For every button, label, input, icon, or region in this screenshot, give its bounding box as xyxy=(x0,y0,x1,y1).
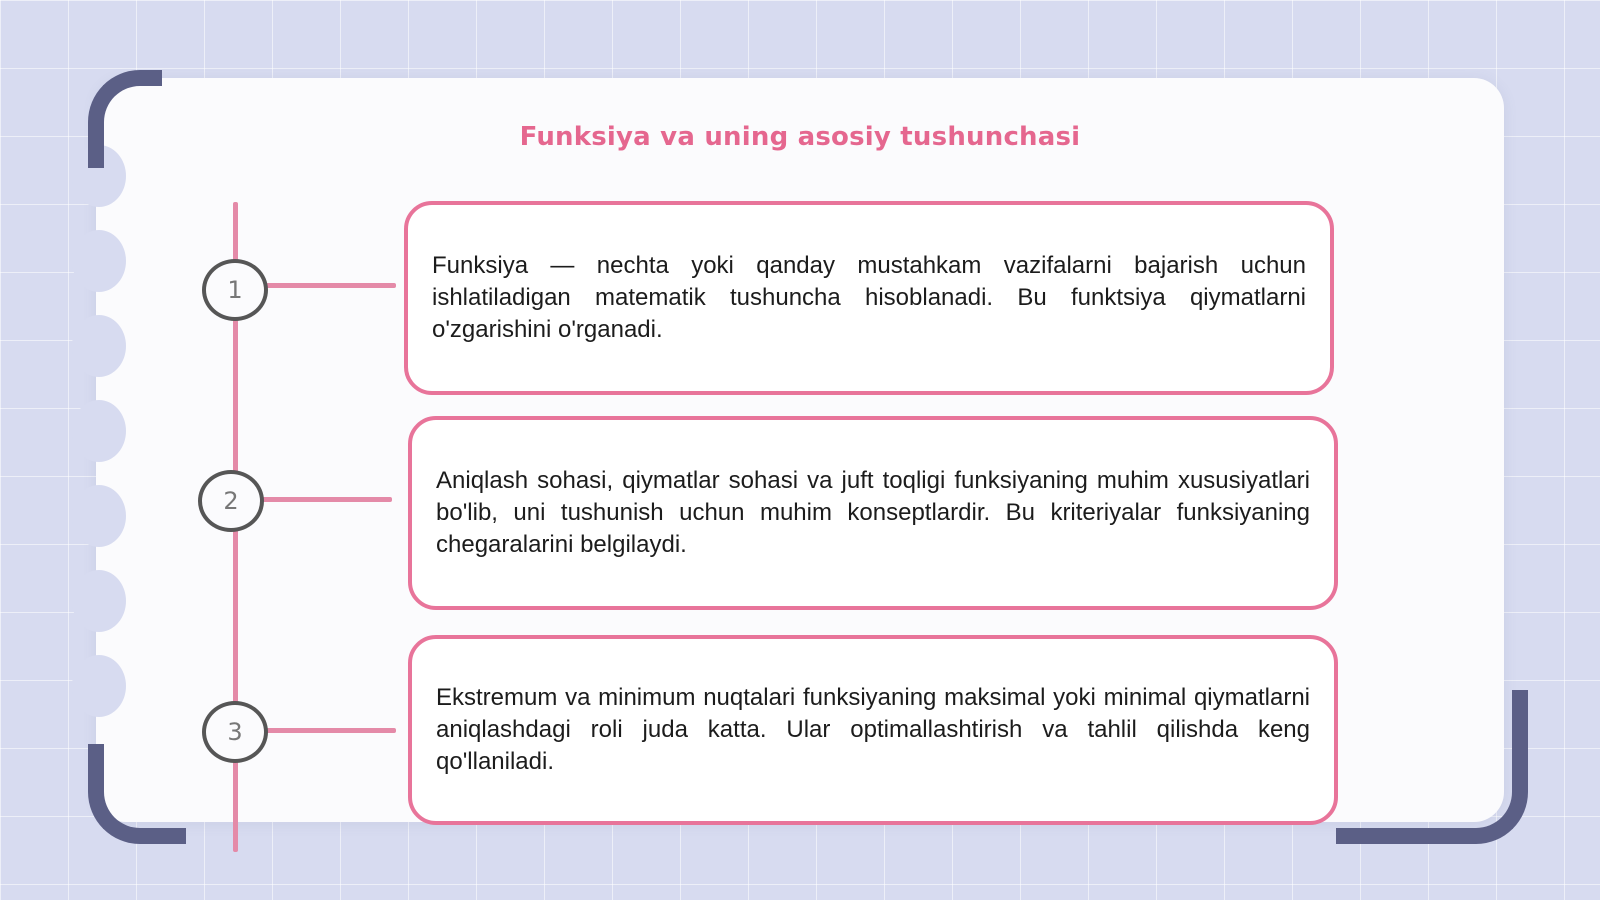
step-card-text: Aniqlash sohasi, qiymatlar sohasi va juft toqligi funksiyaning muhim xususiyatlari bo'lib, uni tushunish uchun muhim konseptlardir. Bu kriteriyalar funksiyaning chegaralarini belgilaydi. xyxy=(436,467,1310,558)
step-card xyxy=(404,201,1334,395)
paper-notch xyxy=(72,570,126,632)
step-number: 3 xyxy=(227,718,243,746)
step-number: 2 xyxy=(223,487,239,515)
paper-notch xyxy=(72,485,126,547)
paper-notch xyxy=(72,230,126,292)
paper-notch xyxy=(72,655,126,717)
step-number-circle xyxy=(202,259,268,321)
corner-bracket-bottom-right xyxy=(1336,690,1528,844)
paper-notch xyxy=(72,400,126,462)
step-connector xyxy=(266,728,396,733)
step-number: 1 xyxy=(227,276,243,304)
paper-notch xyxy=(72,315,126,377)
step-card-text: Funksiya — nechta yoki qanday mustahkam vazifalarni bajarish uchun ishlatiladigan matematik tushuncha hisoblanadi. Bu funktsiya qiymatlarni o'zgarishini o'rganadi. xyxy=(432,252,1306,343)
step-number-circle xyxy=(202,701,268,763)
step-card xyxy=(408,635,1338,825)
corner-bracket-bottom-left xyxy=(88,744,186,844)
step-card-text: Ekstremum va minimum nuqtalari funksiyaning maksimal yoki minimal qiymatlarni aniqlashdagi roli juda katta. Ular optimallashtirish va tahlil qilishda keng qo'llaniladi. xyxy=(436,684,1310,775)
corner-bracket-top-left xyxy=(88,70,162,168)
step-connector xyxy=(262,497,392,502)
step-connector xyxy=(266,283,396,288)
step-card xyxy=(408,416,1338,610)
step-number-circle xyxy=(198,470,264,532)
slide-title: Funksiya va uning asosiy tushunchasi xyxy=(519,122,1081,152)
